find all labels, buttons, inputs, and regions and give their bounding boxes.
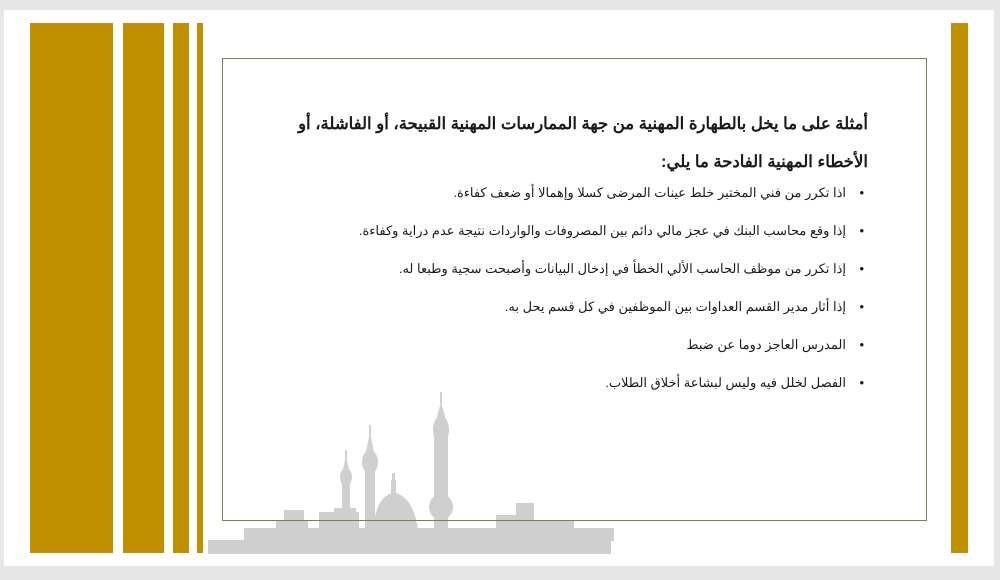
decorative-bar-4 xyxy=(197,23,203,553)
list-item: • الفصل لخلل فيه وليس لبشاعة أخلاق الطلاب. xyxy=(605,375,864,390)
list-item: • إذا تكرر من موظف الحاسب الألي الخطأ في إدخال البيانات وأصبحت سجية وطبعا له. xyxy=(398,261,864,276)
heading-line-2: الأخطاء المهنية الفادحة ما يلي: xyxy=(661,153,868,171)
list-item: • المدرس العاجز دوما عن ضبط xyxy=(686,337,864,352)
bullet-icon: • xyxy=(859,261,864,276)
heading-line-1: أمثلة على ما يخل بالطهارة المهنية من جهة الممارسات المهنية القبيحة، أو الفاشلة، أو xyxy=(298,115,868,133)
slide-content xyxy=(236,105,868,413)
decorative-bar-1 xyxy=(30,23,113,553)
bullet-icon: • xyxy=(859,223,864,238)
list-item: • إذا وقع محاسب البنك في عجز مالي دائم بين المصروفات والواردات نتيجة عدم دراية وكفاءة. xyxy=(358,223,864,238)
decorative-bar-2 xyxy=(123,23,164,553)
bullet-icon: • xyxy=(859,375,864,390)
list-item: • إذا أثار مدير القسم العداوات بين الموظفين في كل قسم يحل به. xyxy=(504,299,864,314)
decorative-bar-3 xyxy=(173,23,189,553)
bullet-icon: • xyxy=(859,299,864,314)
slide-heading xyxy=(236,105,868,181)
list-item: • اذا تكرر من فني المختبر خلط عينات المرضى كسلا وإهمالا أو ضعف كفاءة. xyxy=(453,185,864,200)
decorative-bar-right xyxy=(951,23,968,553)
bullet-list xyxy=(236,185,868,413)
bullet-icon: • xyxy=(859,337,864,352)
bullet-icon: • xyxy=(859,185,864,200)
